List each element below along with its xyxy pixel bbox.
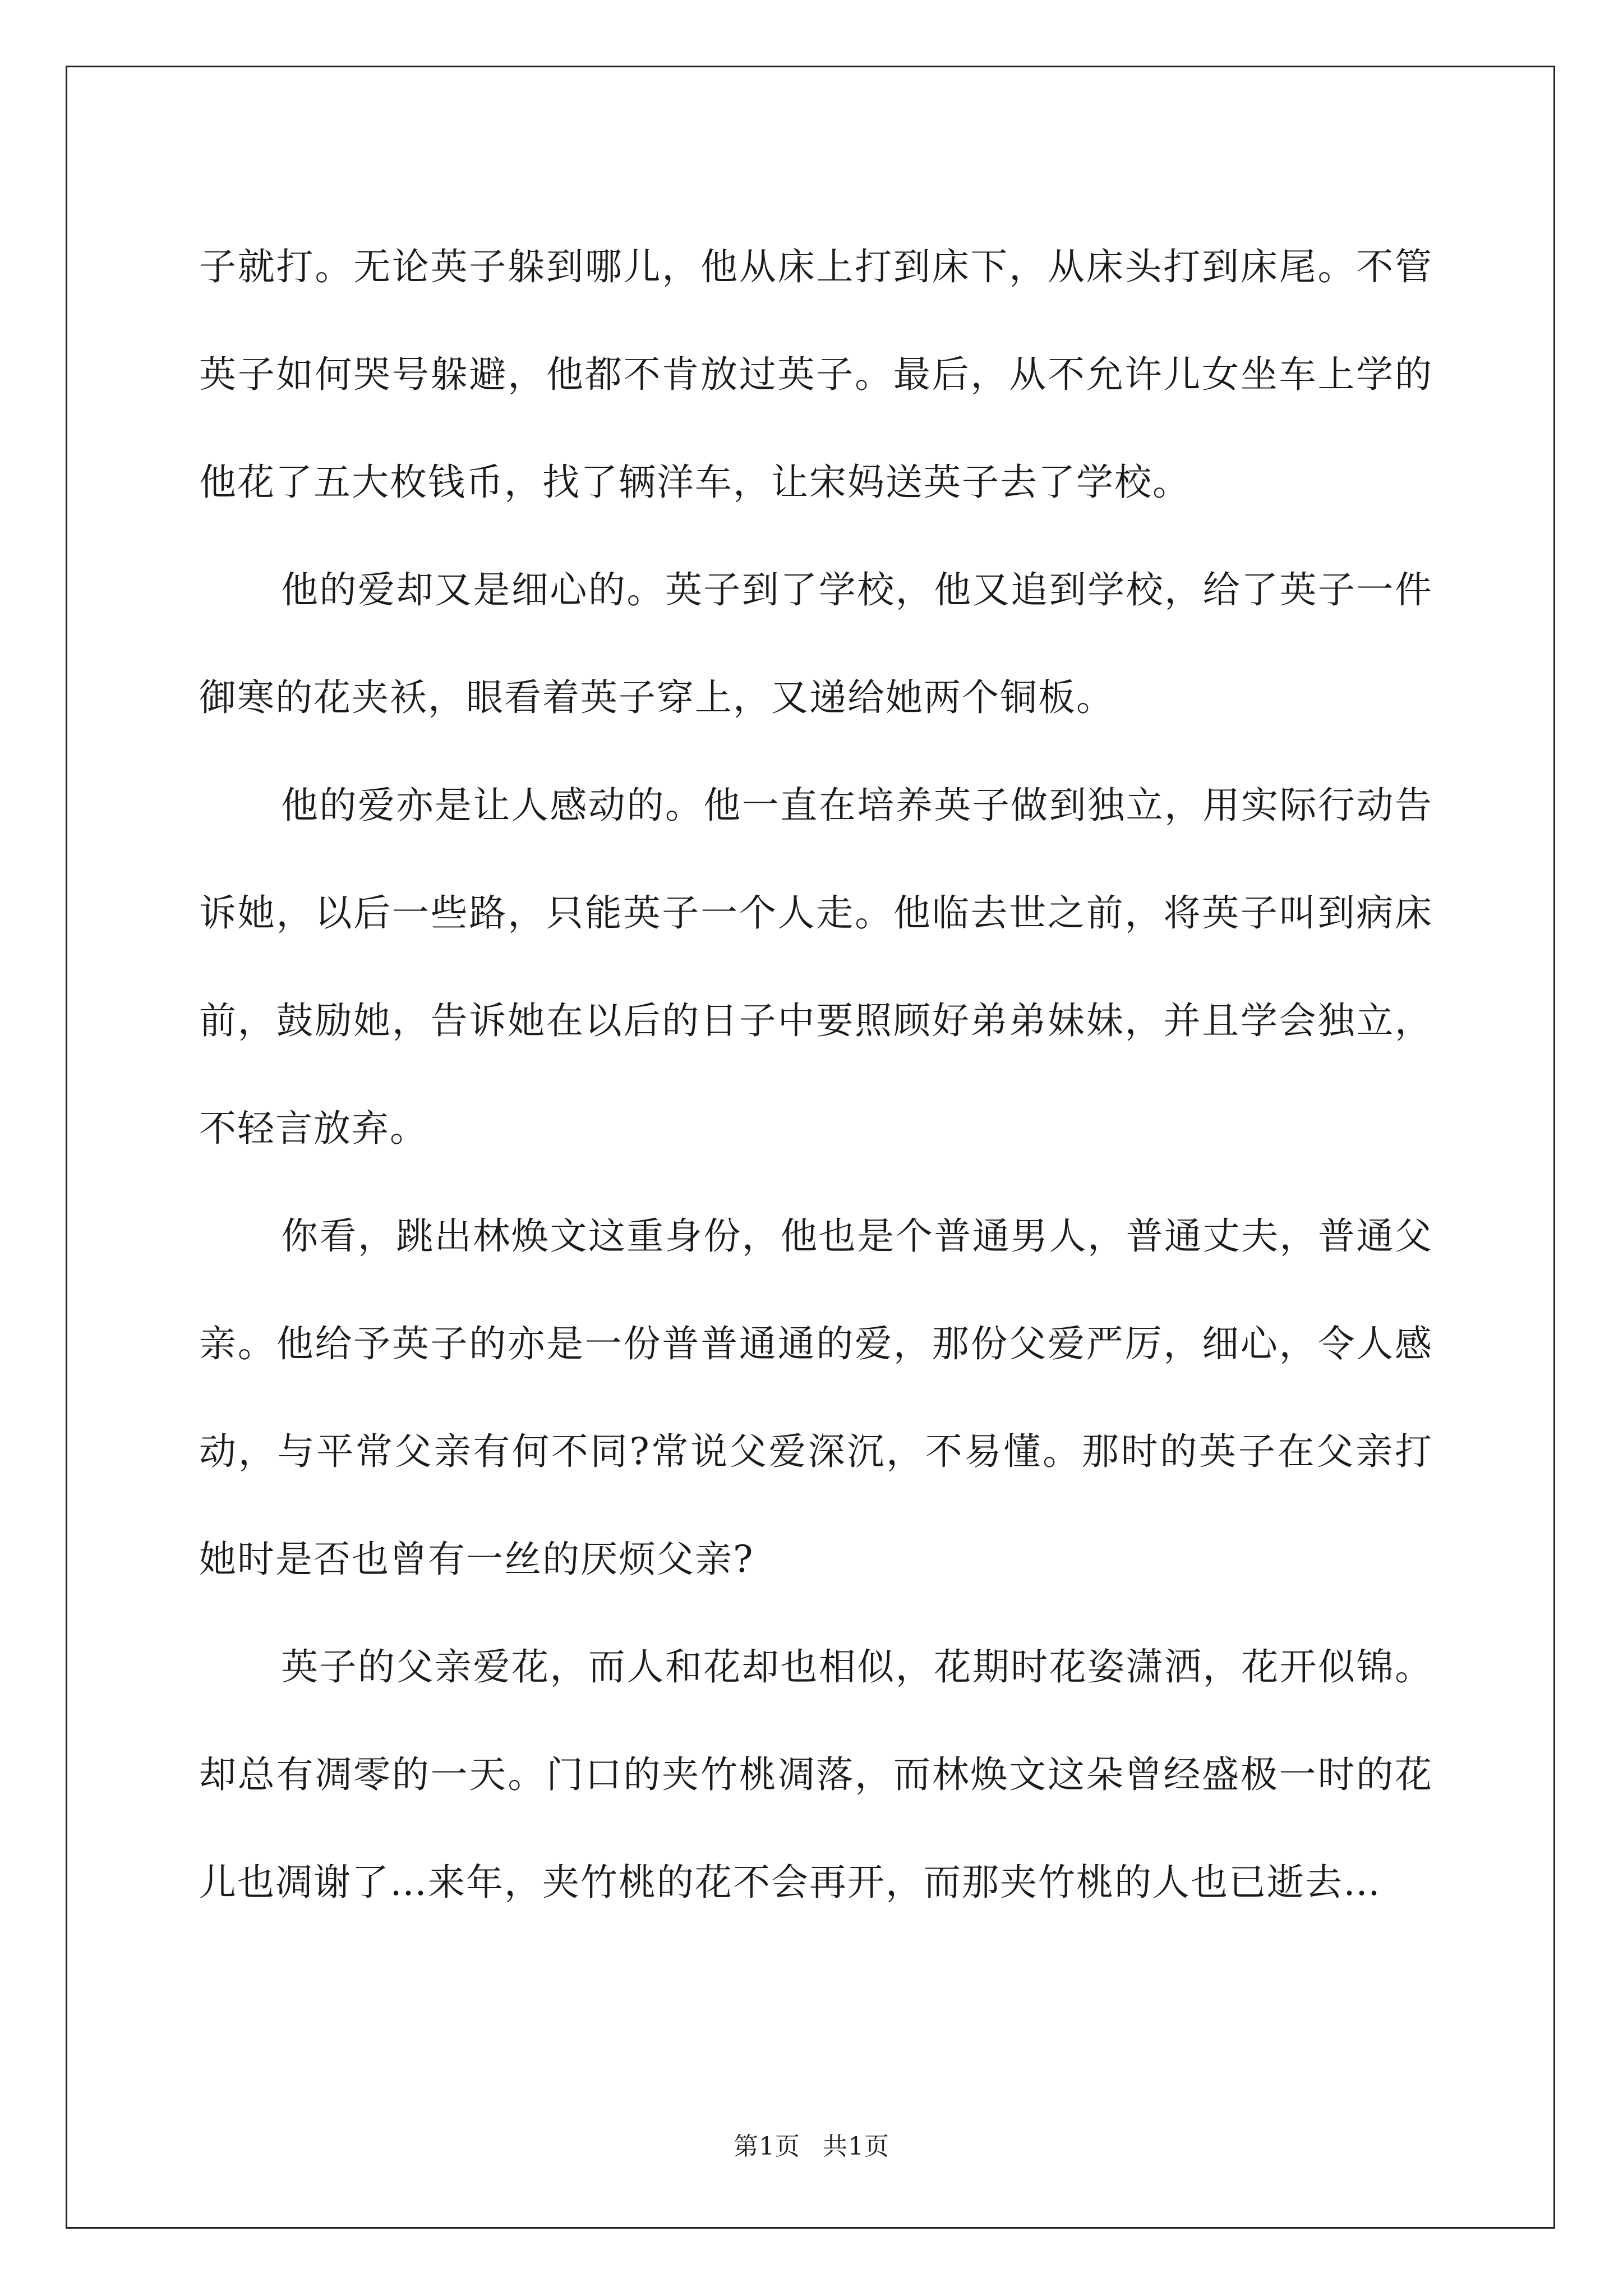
page-number: 第1页	[734, 2132, 800, 2161]
paragraph-2: 他的爱却又是细心的。英子到了学校，他又追到学校，给了英子一件御寒的花夹袄，眼看着英子穿上，又递给她两个铜板。	[199, 568, 1433, 719]
paragraph-4: 你看，跳出林焕文这重身份，他也是个普通男人，普通丈夫，普通父亲。他给予英子的亦是一份普普通通的爱，那份父爱严厉，细心，令人感动，与平常父亲有何不同?常说父爱深沉，不易懂。那时的英子在父亲打她时是否也曾有一丝的厌烦父亲?	[199, 1214, 1433, 1581]
paragraph-5: 英子的父亲爱花，而人和花却也相似，花期时花姿潇洒，花开似锦。却总有凋零的一天。门口的夹竹桃凋落，而林焕文这朵曾经盛极一时的花儿也凋谢了…来年，夹竹桃的花不会再开，而那夹竹桃的人也已逝去…	[199, 1645, 1433, 1904]
paragraph-3: 他的爱亦是让人感动的。他一直在培养英子做到独立，用实际行动告诉她，以后一些路，只能英子一个人走。他临去世之前，将英子叫到病床前，鼓励她，告诉她在以后的日子中要照顾好弟弟妹妹，并且学会独立，不轻言放弃。	[199, 784, 1433, 1150]
paragraph-1: 子就打。无论英子躲到哪儿，他从床上打到床下，从床头打到床尾。不管英子如何哭号躲避，他都不肯放过英子。最后，从不允许儿女坐车上学的他花了五大枚钱币，找了辆洋车，让宋妈送英子去了学校。	[199, 245, 1433, 504]
page-footer	[0, 2126, 1623, 2162]
document-body	[199, 213, 1433, 1936]
page-total: 共1页	[823, 2132, 889, 2161]
